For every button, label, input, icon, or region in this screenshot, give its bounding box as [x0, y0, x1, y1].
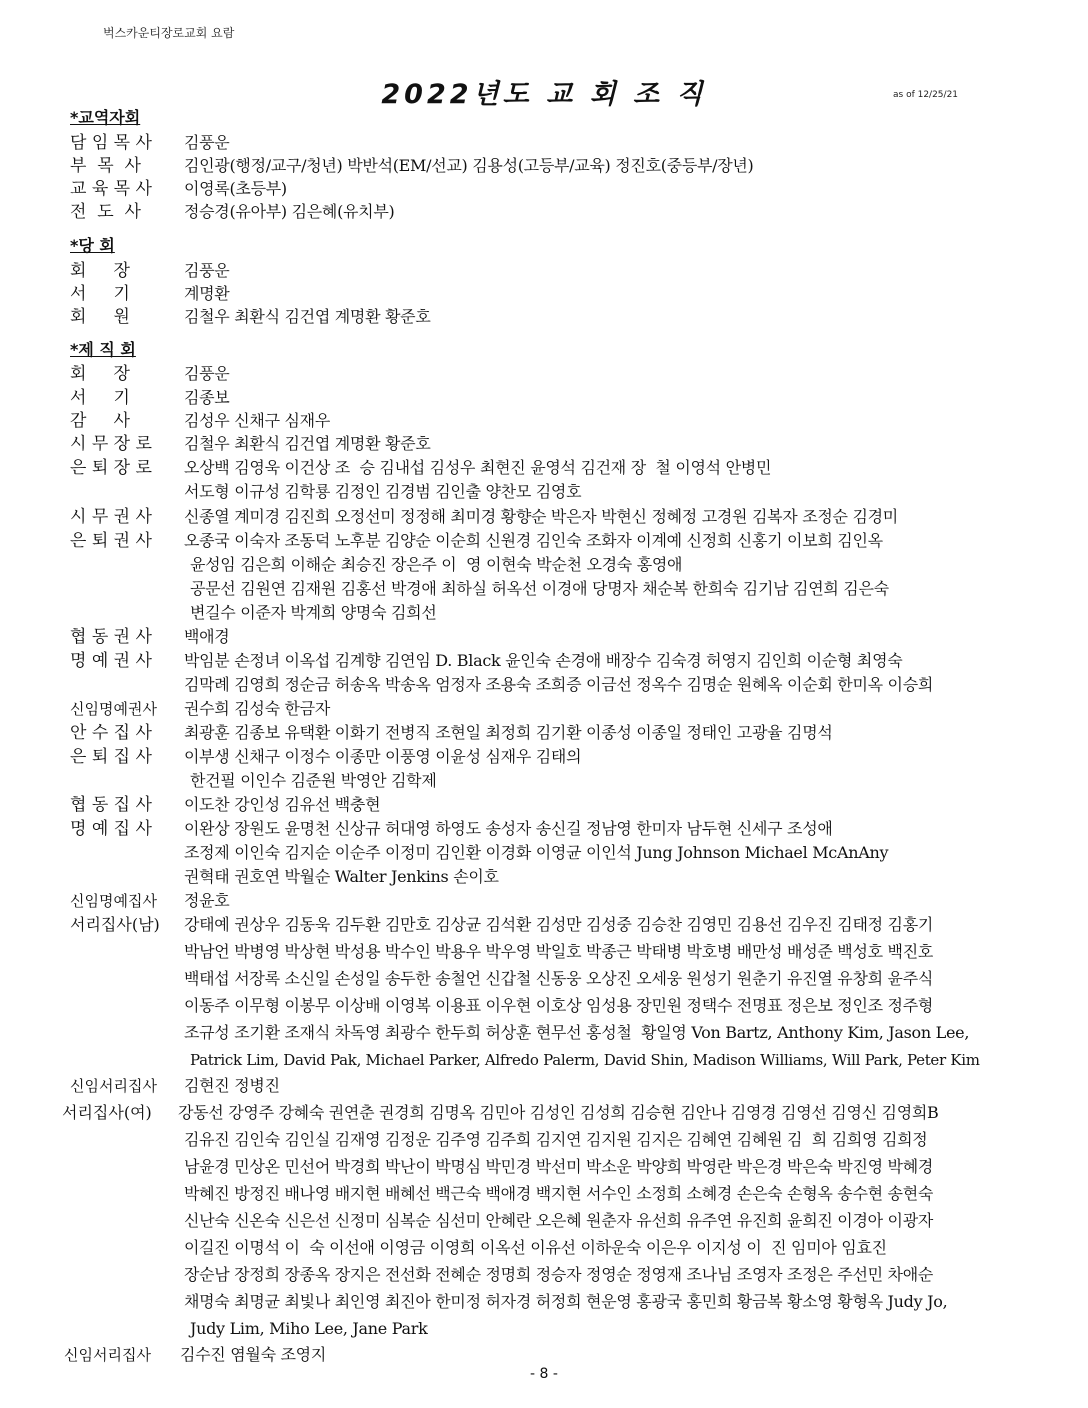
row-label: 회 원 — [70, 307, 130, 327]
row-label: 은 퇴 권 사 — [70, 531, 152, 551]
row-label: 부 목 사 — [70, 156, 141, 176]
row-continuation: 김막례 김영희 정순금 허송옥 박송옥 엄정자 조용숙 조희증 이금선 정옥수 김명순 원혜옥 이순회 한미옥 이승희 — [184, 675, 934, 694]
row-continuation: 박혜진 방정진 배나영 배지현 배혜선 백근숙 백애경 백지현 서수인 소정희 소혜경 손은숙 손형옥 송수현 송현숙 — [184, 1184, 934, 1203]
row-label: 명 예 집 사 — [70, 819, 152, 839]
row-label: 명 예 권 사 — [70, 651, 152, 671]
row-label: 회 장 — [70, 261, 130, 281]
row-value: 최광훈 김종보 유택환 이화기 전병직 조현일 최정희 김기환 이종성 이종일 정태인 고광율 김명석 — [184, 723, 833, 742]
row-continuation: 조규성 조기환 조재식 차독영 최광수 한두희 허상훈 현무선 홍성철 황일영 Von Bartz, Anthony Kim, Jason Lee, — [184, 1023, 970, 1042]
row-value: 김현진 정병진 — [184, 1076, 280, 1095]
row-value: 이완상 장원도 윤명천 신상규 허대영 하영도 송성자 송신길 정남영 한미자 남두현 신세구 조성애 — [184, 819, 833, 838]
row-value: 계명환 — [184, 284, 230, 303]
row-value: 이도찬 강인성 김유선 백충현 — [184, 795, 381, 814]
row-value: 정윤호 — [184, 891, 230, 910]
row-value: 강태예 권상우 김동욱 김두환 김만호 김상균 김석환 김성만 김성중 김승찬 김영민 김용선 김우진 김태정 김홍기 — [184, 915, 934, 934]
row-label: 신임명예권사 — [70, 700, 157, 718]
row-continuation: 박남언 박병영 박상현 박성용 박수인 박용우 박우영 박일호 박종근 박태병 박호병 배만성 배성준 백성호 백진호 — [184, 942, 934, 961]
row-label: 전 도 사 — [70, 202, 141, 222]
row-value: 김풍운 — [184, 364, 230, 383]
row-value: 김종보 — [184, 388, 230, 407]
row-continuation: Patrick Lim, David Pak, Michael Parker, Alfredo Palerm, David Shin, Madison Williams, Will Park, Peter Kim — [190, 1051, 980, 1069]
row-continuation: 채명숙 최명균 최빛나 최인영 최진아 한미정 허자경 허정희 현운영 홍광국 홍민희 황금복 황소영 황형옥 Judy Jo, — [184, 1292, 948, 1311]
row-value: 김철우 최환식 김건엽 계명환 황준호 — [184, 307, 431, 326]
row-value: 김수진 염월숙 조영지 — [180, 1345, 326, 1364]
row-label: 담 임 목 사 — [70, 133, 152, 153]
row-label: 협 동 집 사 — [70, 795, 152, 815]
row-value: 김철우 최환식 김건엽 계명환 황준호 — [184, 434, 431, 453]
row-label: 회 장 — [70, 364, 130, 384]
row-value: 정승경(유아부) 김은혜(유치부) — [184, 202, 395, 221]
row-label: 은 퇴 집 사 — [70, 747, 152, 767]
row-label: 협 동 권 사 — [70, 627, 152, 647]
row-label: 시 무 장 로 — [70, 434, 152, 454]
row-continuation: 윤성임 김은희 이해순 최승진 장은주 이 영 이현숙 박순천 오경숙 홍영애 — [190, 555, 683, 574]
row-label: 서리집사(남) — [70, 915, 160, 934]
row-value: 신종열 계미경 김진희 오정선미 정정해 최미경 황향순 박은자 박현신 정혜정 고경원 김복자 조정순 김경미 — [184, 507, 898, 526]
row-continuation: 공문선 김원연 김재원 김홍선 박경애 최하실 허옥선 이경애 당명자 채순복 한희숙 김기남 김연희 김은숙 — [190, 579, 889, 598]
page-number: - 8 - — [530, 1366, 558, 1382]
row-continuation: 신난숙 신온숙 신은선 신정미 심복순 심선미 안혜란 오은혜 원춘자 유선희 유주연 유진희 윤희진 이경아 이광자 — [184, 1211, 934, 1230]
row-value: 이부생 신채구 이정수 이종만 이풍영 이윤성 심재우 김태의 — [184, 747, 582, 766]
row-value: 오종국 이숙자 조동덕 노후분 김양순 이순희 신원경 김인숙 조화자 이계예 신정희 신홍기 이보희 김인옥 — [184, 531, 883, 550]
row-continuation: 백태섭 서장록 소신일 손성일 송두한 송철언 신갑철 신동웅 오상진 오세웅 원성기 원춘기 유진열 유창희 윤주식 — [184, 969, 934, 988]
page-header: 벅스카운티장로교회 요람 — [103, 26, 235, 40]
page-title: 2022년도 교 회 조 직 — [381, 79, 707, 110]
row-continuation: 한건필 이인수 김준원 박영안 김학제 — [190, 771, 437, 790]
row-value: 강동선 강영주 강혜숙 권연춘 권경희 김명옥 김민아 김성인 김성희 김승현 김안나 김영경 김영선 김영신 김영희B — [178, 1103, 939, 1122]
row-value: 김성우 신채구 심재우 — [184, 411, 330, 430]
row-value: 백애경 — [184, 627, 230, 646]
row-value: 오상백 김영욱 이건상 조 승 김내섭 김성우 최현진 윤영석 김건재 장 철 이영석 안병민 — [184, 458, 772, 477]
row-label: 서 기 — [70, 284, 130, 304]
row-value: 박임분 손정녀 이옥섭 김계향 김연임 D. Black 윤인숙 손경애 배장수 김숙경 허영지 김인희 이순형 최영숙 — [184, 651, 903, 670]
row-label: 서 기 — [70, 388, 130, 408]
row-continuation: Judy Lim, Miho Lee, Jane Park — [190, 1319, 428, 1338]
row-value: 권수희 김성숙 한금자 — [184, 699, 330, 718]
row-continuation: 김유진 김인숙 김인실 김재영 김정운 김주영 김주희 김지연 김지원 김지은 김혜연 김혜원 김 희 김희영 김희정 — [184, 1130, 928, 1149]
row-continuation: 장순남 장정희 장종옥 장지은 전선화 전혜순 정명희 정승자 정영순 정영재 조나님 조영자 조정은 주선민 차애순 — [184, 1265, 934, 1284]
row-label: 교 육 목 사 — [70, 179, 152, 199]
row-label: 안 수 집 사 — [70, 723, 152, 743]
row-label: 서리집사(여) — [62, 1103, 152, 1122]
row-label: 신임서리집사 — [70, 1077, 157, 1095]
section-title-session: *당 회 — [70, 236, 115, 255]
section-title-ministers: *교역자회 — [70, 108, 141, 127]
as-of-date: as of 12/25/21 — [893, 90, 959, 100]
row-continuation: 변길수 이준자 박계희 양명숙 김희선 — [190, 603, 437, 622]
row-label: 시 무 권 사 — [70, 507, 152, 527]
row-continuation: 권혁태 권호연 박월순 Walter Jenkins 손이호 — [184, 867, 499, 886]
row-value: 김인광(행정/교구/청년) 박반석(EM/선교) 김용성(고등부/교육) 정진호(중등부/장년) — [184, 156, 754, 175]
row-continuation: 이길진 이명석 이 숙 이선애 이영금 이영희 이옥선 이유선 이하운숙 이은우 이지성 이 진 임미아 임효진 — [184, 1238, 887, 1257]
row-label: 신임서리집사 — [64, 1346, 151, 1364]
row-value: 김풍운 — [184, 261, 230, 280]
row-label: 신임명예집사 — [70, 892, 157, 910]
row-label: 은 퇴 장 로 — [70, 458, 152, 478]
row-continuation: 서도형 이규성 김학룡 김정인 김경범 김인출 양찬모 김영호 — [184, 482, 582, 501]
row-value: 이영록(초등부) — [184, 179, 287, 198]
row-continuation: 이동주 이무형 이봉무 이상배 이영복 이용표 이우현 이호상 임성용 장민원 정택수 전명표 정은보 정인조 정주형 — [184, 996, 934, 1015]
row-continuation: 남윤경 민상온 민선어 박경희 박난이 박명심 박민경 박선미 박소운 박양희 박영란 박은경 박은숙 박진영 박혜경 — [184, 1157, 934, 1176]
row-continuation: 조정제 이인숙 김지순 이순주 이정미 김인환 이경화 이영균 이인석 Jung Johnson Michael McAnAny — [184, 843, 889, 862]
row-value: 김풍운 — [184, 133, 230, 152]
row-label: 감 사 — [70, 411, 130, 431]
section-title-officers: *제 직 회 — [70, 340, 136, 359]
